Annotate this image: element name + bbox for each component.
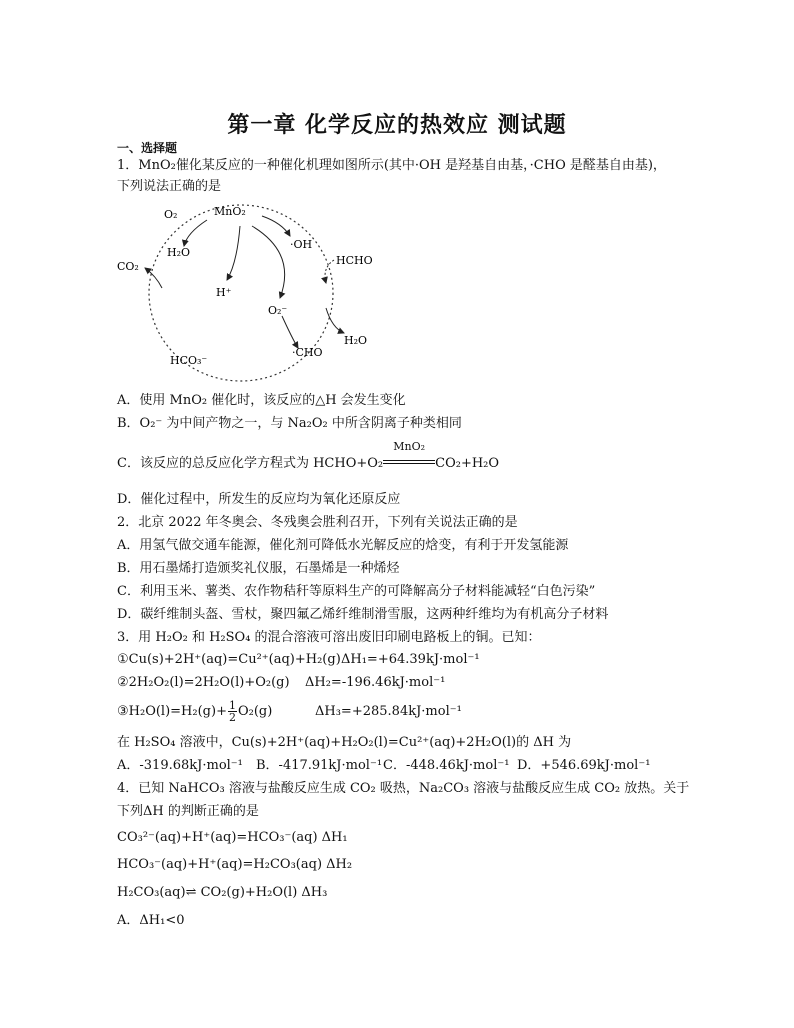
q3-r3-dh: ΔH₃=+285.84kJ·mol⁻¹ bbox=[315, 704, 462, 719]
label-hplus: H⁺ bbox=[216, 286, 232, 299]
arrow-mno2-to-o2minus bbox=[252, 226, 285, 298]
q2-stem: 2．北京 2022 年冬奥会、冬残奥会胜利召开，下列有关说法正确的是 bbox=[117, 515, 518, 530]
label-oh: ·OH bbox=[290, 238, 313, 251]
arrow-mno2-to-hplus bbox=[227, 226, 240, 280]
q1-option-c-post: CO₂+H₂O bbox=[435, 456, 500, 471]
label-o2minus: O₂⁻ bbox=[268, 304, 288, 317]
q4-stem-line2: 下列ΔH 的判断正确的是 bbox=[117, 804, 259, 819]
page-title: 第一章 化学反应的热效应 测试题 bbox=[227, 112, 567, 138]
arrow-mno2-to-oh bbox=[262, 216, 290, 236]
q1-option-c-pre: C．该反应的总反应化学方程式为 HCHO+O₂ bbox=[117, 456, 384, 471]
q1-option-c[interactable] bbox=[117, 440, 500, 472]
q3-r1-eq: ①Cu(s)+2H⁺(aq)=Cu²⁺(aq)+H₂(g) bbox=[117, 652, 341, 667]
q4-stem-line1: 4．已知 NaHCO₃ 溶液与盐酸反应生成 CO₂ 吸热，Na₂CO₃ 溶液与盐酸反应生成 CO₂ 放热。关于 bbox=[117, 781, 690, 796]
q3-option-b[interactable]: B．-417.91kJ·mol⁻¹ bbox=[256, 758, 383, 773]
q2-option-d[interactable]: D．碳纤维制头盔、雪杖，聚四氟乙烯纤维制滑雪服，这两种纤维均为有机高分子材料 bbox=[117, 607, 609, 622]
q3-question: 在 H₂SO₄ 溶液中，Cu(s)+2H⁺(aq)+H₂O₂(l)=Cu²⁺(aq)+2H₂O(l)的 ΔH 为 bbox=[117, 735, 572, 750]
label-hco3: HCO₃⁻ bbox=[170, 354, 208, 367]
q1-stem-line2: 下列说法正确的是 bbox=[117, 179, 222, 194]
label-hcho: HCHO bbox=[336, 254, 373, 267]
label-mno2: MnO₂ bbox=[214, 205, 246, 218]
q3-reaction-1 bbox=[117, 652, 480, 668]
q3-option-d[interactable]: D．+546.69kJ·mol⁻¹ bbox=[517, 758, 651, 773]
arrow-hcho-in bbox=[325, 260, 334, 283]
arrow-co2-out bbox=[145, 268, 162, 288]
q4-option-a[interactable]: A．ΔH₁<0 bbox=[117, 913, 185, 928]
arrow-o2minus-to-cho bbox=[282, 316, 298, 348]
q1-stem-line1: 1．MnO₂催化某反应的一种催化机理如图所示(其中·OH 是羟基自由基，·CHO 是醛基自由基)， bbox=[117, 158, 666, 173]
q3-option-c[interactable]: C．-448.46kJ·mol⁻¹ bbox=[383, 758, 510, 773]
label-h2o-left: H₂O bbox=[167, 246, 191, 259]
section-heading: 一、选择题 bbox=[117, 141, 178, 155]
q3-r1-dh: ΔH₁=+64.39kJ·mol⁻¹ bbox=[341, 652, 480, 667]
q2-option-a[interactable]: A．用氢气做交通车能源，催化剂可降低水光解反应的焓变，有利于开发氢能源 bbox=[117, 538, 569, 553]
q1-option-d[interactable]: D．催化过程中，所发生的反应均为氧化还原反应 bbox=[117, 492, 401, 507]
q4-equation-2: HCO₃⁻(aq)+H⁺(aq)=H₂CO₃(aq) ΔH₂ bbox=[117, 857, 353, 872]
catalyst-label: MnO₂ bbox=[393, 440, 426, 453]
q4-equation-1: CO₃²⁻(aq)+H⁺(aq)=HCO₃⁻(aq) ΔH₁ bbox=[117, 830, 348, 845]
catalyst-equals-sign bbox=[383, 440, 435, 467]
q1-option-b[interactable]: B．O₂⁻ 为中间产物之一，与 Na₂O₂ 中所含阴离子种类相同 bbox=[117, 416, 462, 431]
catalysis-cycle-diagram bbox=[112, 198, 392, 393]
label-o2: O₂ bbox=[164, 208, 178, 221]
q3-reaction-3 bbox=[117, 699, 462, 724]
q1-option-a[interactable]: A．使用 MnO₂ 催化时，该反应的△H 会发生变化 bbox=[117, 393, 406, 408]
arrow-h2o-out bbox=[326, 308, 344, 333]
one-half-fraction: $\frac{1}{2}$ bbox=[228, 699, 236, 724]
q3-r2-eq: ②2H₂O₂(l)=2H₂O(l)+O₂(g) bbox=[117, 675, 290, 690]
q2-option-b[interactable]: B．用石墨烯打造颁奖礼仪服，石墨烯是一种烯烃 bbox=[117, 561, 400, 576]
label-h2o-right: H₂O bbox=[344, 334, 368, 347]
q3-reaction-2 bbox=[117, 675, 446, 691]
q3-option-a[interactable]: A．-319.68kJ·mol⁻¹ bbox=[117, 758, 243, 773]
q3-r3-pre: ③H₂O(l)=H₂(g)+ bbox=[117, 704, 227, 719]
arrow-mno2-to-h2o bbox=[184, 220, 207, 246]
q3-r2-dh: ΔH₂=-196.46kJ·mol⁻¹ bbox=[305, 675, 446, 690]
label-co2: CO₂ bbox=[117, 260, 139, 273]
q3-stem: 3．用 H₂O₂ 和 H₂SO₄ 的混合溶液可溶出废旧印刷电路板上的铜。已知： bbox=[117, 630, 541, 645]
q3-r3-post: O₂(g) bbox=[237, 704, 273, 719]
label-cho: ·CHO bbox=[292, 346, 323, 359]
q4-equation-3: H₂CO₃(aq)⇌ CO₂(g)+H₂O(l) ΔH₃ bbox=[117, 885, 328, 900]
q2-option-c[interactable]: C．利用玉米、薯类、农作物秸秆等原料生产的可降解高分子材料能减轻“白色污染” bbox=[117, 584, 596, 599]
